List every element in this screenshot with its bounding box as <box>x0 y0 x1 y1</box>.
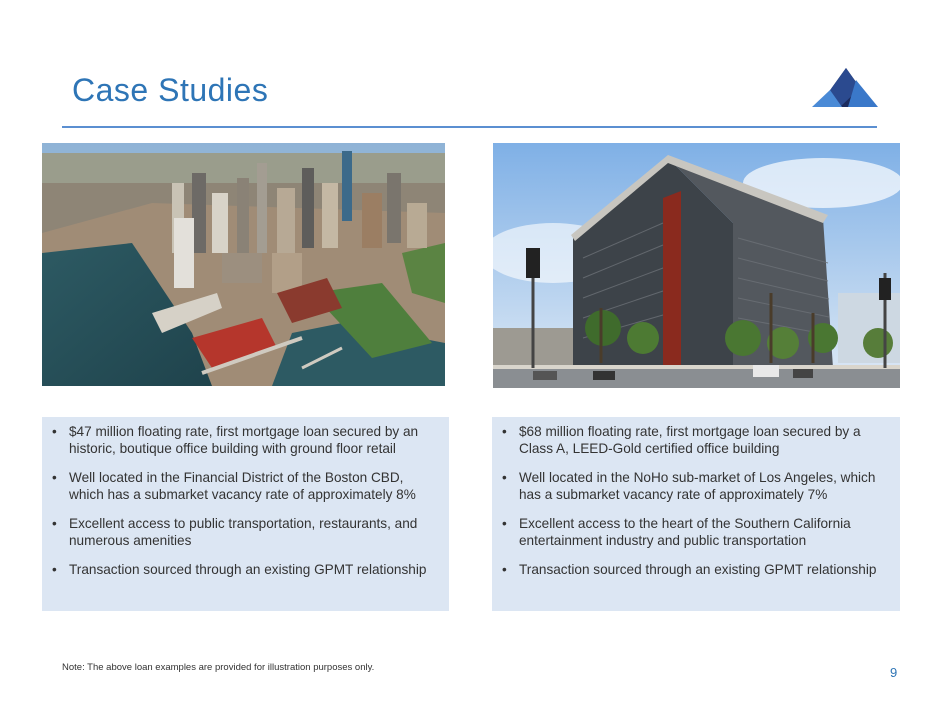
footnote: Note: The above loan examples are provided for illustration purposes only. <box>62 662 375 673</box>
list-item: • Transaction sourced through an existing GPMT relationship <box>502 561 886 578</box>
list-item: • $68 million floating rate, first mortgage loan secured by a Class A, LEED-Gold certified office building <box>502 423 886 457</box>
list-item: • Well located in the Financial District of the Boston CBD, which has a submarket vacancy rate of approximately 8% <box>52 469 435 503</box>
aerial-city-photo <box>42 143 445 386</box>
list-item: • Excellent access to the heart of the Southern California entertainment industry and public transportation <box>502 515 886 549</box>
page-number: 9 <box>890 665 898 680</box>
office-building-photo <box>493 143 900 388</box>
list-item: • Transaction sourced through an existing GPMT relationship <box>52 561 435 578</box>
case-study-left-bullets <box>52 423 435 578</box>
mountain-logo-icon <box>812 66 878 110</box>
case-study-left-panel <box>42 417 449 611</box>
case-study-right-panel <box>492 417 900 611</box>
list-item: • $47 million floating rate, first mortgage loan secured by an historic, boutique office building with ground floor retail <box>52 423 435 457</box>
page-title: Case Studies <box>72 72 269 108</box>
list-item: • Well located in the NoHo sub-market of Los Angeles, which has a submarket vacancy rate of approximately 7% <box>502 469 886 503</box>
list-item: • Excellent access to public transportation, restaurants, and numerous amenities <box>52 515 435 549</box>
case-study-right-bullets <box>502 423 886 578</box>
title-divider <box>62 126 877 128</box>
